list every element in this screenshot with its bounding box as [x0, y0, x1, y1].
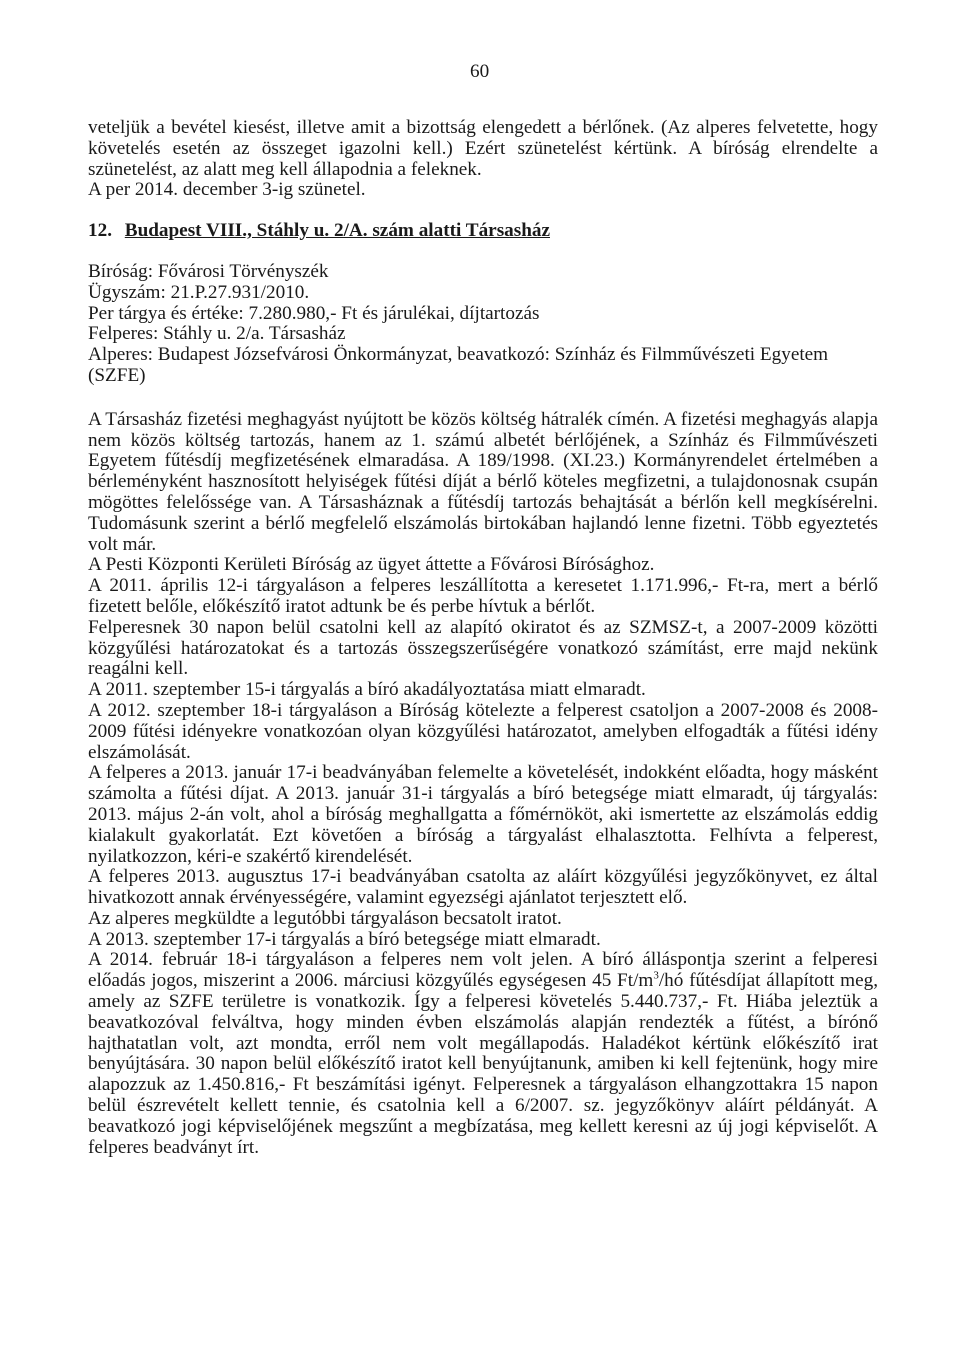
document-body — [88, 118, 878, 1158]
intro-section — [88, 118, 878, 201]
body-paragraph: A 2011. április 12-i tárgyaláson a felperes leszállította a keresetet 1.171.996,- Ft-ra, mert a bérlő fizetett belőle, előkészítő iratot adtunk be és perbe hívtuk a bérlőt. — [88, 575, 878, 617]
body-paragraph: A felperes 2013. augusztus 17-i beadványában csatolta az aláírt közgyűlési jegyzőkönyvet, ez által hivatkozott annak érvényességére, valamint egyezségi ajánlatot terjesztett elő. — [88, 866, 878, 909]
section-title: Budapest VIII., Stáhly u. 2/A. szám alatti Társasház — [124, 220, 550, 242]
section-heading — [88, 221, 878, 242]
superscript-three: 3 — [653, 969, 659, 982]
case-number: Ügyszám: 21.P.27.931/2010. — [88, 281, 310, 303]
body-paragraph: A Pesti Központi Kerületi Bíróság az ügyet áttette a Fővárosi Bírósághoz. — [88, 554, 655, 576]
intro-paragraph: veteljük a bevétel kiesést, illetve amit a bizottság elengedett a bérlőnek. (Az alperes felvetette, hogy követelés esetén az összeget igazolni kell.) Ezért szünetelést kértünk. A bíróság elrendelte a szünetelést, az alatt meg kell állapodnia a feleknek. — [88, 117, 878, 180]
body-paragraph: Az alperes megküldte a legutóbbi tárgyaláson becsatolt iratot. — [88, 907, 562, 929]
page-number: 60 — [470, 61, 490, 82]
body-paragraph: A felperes a 2013. január 17-i beadványában felemelte a követelését, indokként előadta, hogy másként számolta a fűtési díjat. A 2013. január 31-i tárgyalás a bíró betegsége miatt elmaradt, új tárgyalás: 2013. május 2-án volt, ahol a bíróság meghallgatta a főmérnököt, aki ismertette az elszámolás eddig kialakult gyakorlatát. Ezt követően a bíróság a tárgyalást elhalasztotta. Felhívta a felperest, nyilatkozzon, kéri-e szakértő kirendelését. — [88, 762, 878, 867]
body-paragraph: Felperesnek 30 napon belül csatolni kell az alapító okiratot és az SZMSZ-t, a 2007-2009 közötti közgyűlési határozatokat és a tartozás összegszerűségére vonatkozó számítást, erre majd nekünk reagálni kell. — [88, 616, 878, 680]
section-number: 12. — [88, 220, 112, 242]
body-paragraph: A 2011. szeptember 15-i tárgyalás a bíró akadályoztatása miatt elmaradt. — [88, 679, 646, 701]
body-paragraph: A Társasház fizetési meghagyást nyújtott be közös költség hátralék címén. A fizetési meghagyás alapja nem közös költség tartozás, hanem az 1. számú albetét bérlőjének, a Színház és Filmművészeti Egyetem fűtésdíj megfizetésének elmaradása. A 189/1998. (XI.23.) Kormányrendelet értelmében a bérleményként hasznosított helyiségek fűtési díját a bérlő köteles megfizetni, a tulajdonosnak csupán mögöttes felelőssége van. A Társasháznak a fűtésdíj tartozás behajtását a bérlőn kell megkísérelni. Tudomásunk szerint a bérlő megfelelő elszámolás birtokában hajlandó lenne fizetni. Több egyeztetés volt már. — [88, 408, 878, 555]
case-details — [88, 262, 878, 387]
body-paragraph: A 2013. szeptember 17-i tárgyalás a bíró betegsége miatt elmaradt. — [88, 928, 601, 950]
case-court: Bíróság: Fővárosi Törvényszék — [88, 260, 329, 282]
intro-paragraph: A per 2014. december 3-ig szünetel. — [88, 179, 366, 201]
body-paragraph: A 2012. szeptember 18-i tárgyaláson a Bíróság kötelezte a felperest csatoljon a 2007-2008 és 2008-2009 fűtési idényekre vonatkozóan olyan közgyűlési határozatot, amelyben elfogadták a fűtési idény elszámolását. — [88, 699, 878, 763]
body-paragraph-last — [88, 950, 878, 1158]
case-subject: Per tárgya és értéke: 7.280.980,- Ft és járulékai, díjtartozás — [88, 302, 540, 324]
case-defendant: Alperes: Budapest Józsefvárosi Önkormányzat, beavatkozó: Színház és Filmművészeti Egyetem (SZFE) — [88, 344, 829, 386]
last-paragraph-end: /hó fűtésdíjat állapított meg, amely az SZFE területre is vonatkozik. Így a felperesi követelés 5.440.737,- Ft. Hiába jeleztük a beavatkozóval felváltva, hogy minden évben elszámolás alapján rendezték a fűtést, a bírónő hajthatatlan volt, azt mondta, erről nem volt megállapodás. Haladékot kértünk előkészítő irat benyújtására. 30 napon belül előkészítő iratot kell benyújtanunk, amiben ki kell fejtenünk, hogy mire alapozzuk az 1.450.816,- Ft beszámítási igényt. Felperesnek a tárgyaláson elhangzottakra 15 napon belül észrevételt kellett tennie, és csatolnia kell a 6/2007. sz. jegyzőkönyv aláírt példányát. A beavatkozó jogi képviselőjének megszűnt a megbízatása, meg kellett keresni az új jogi képviselőt. A felperes beadványt írt. — [88, 970, 878, 1158]
last-paragraph-start: A 2014. február 18-i tárgyaláson a felperes nem volt jelen. A bíró álláspontja szerint a felperesi előadás jogos, miszerint a 2006. márciusi közgyűlés egységesen 45 Ft/m — [88, 949, 878, 992]
case-history — [88, 410, 878, 1159]
case-plaintiff: Felperes: Stáhly u. 2/a. Társasház — [88, 323, 346, 345]
